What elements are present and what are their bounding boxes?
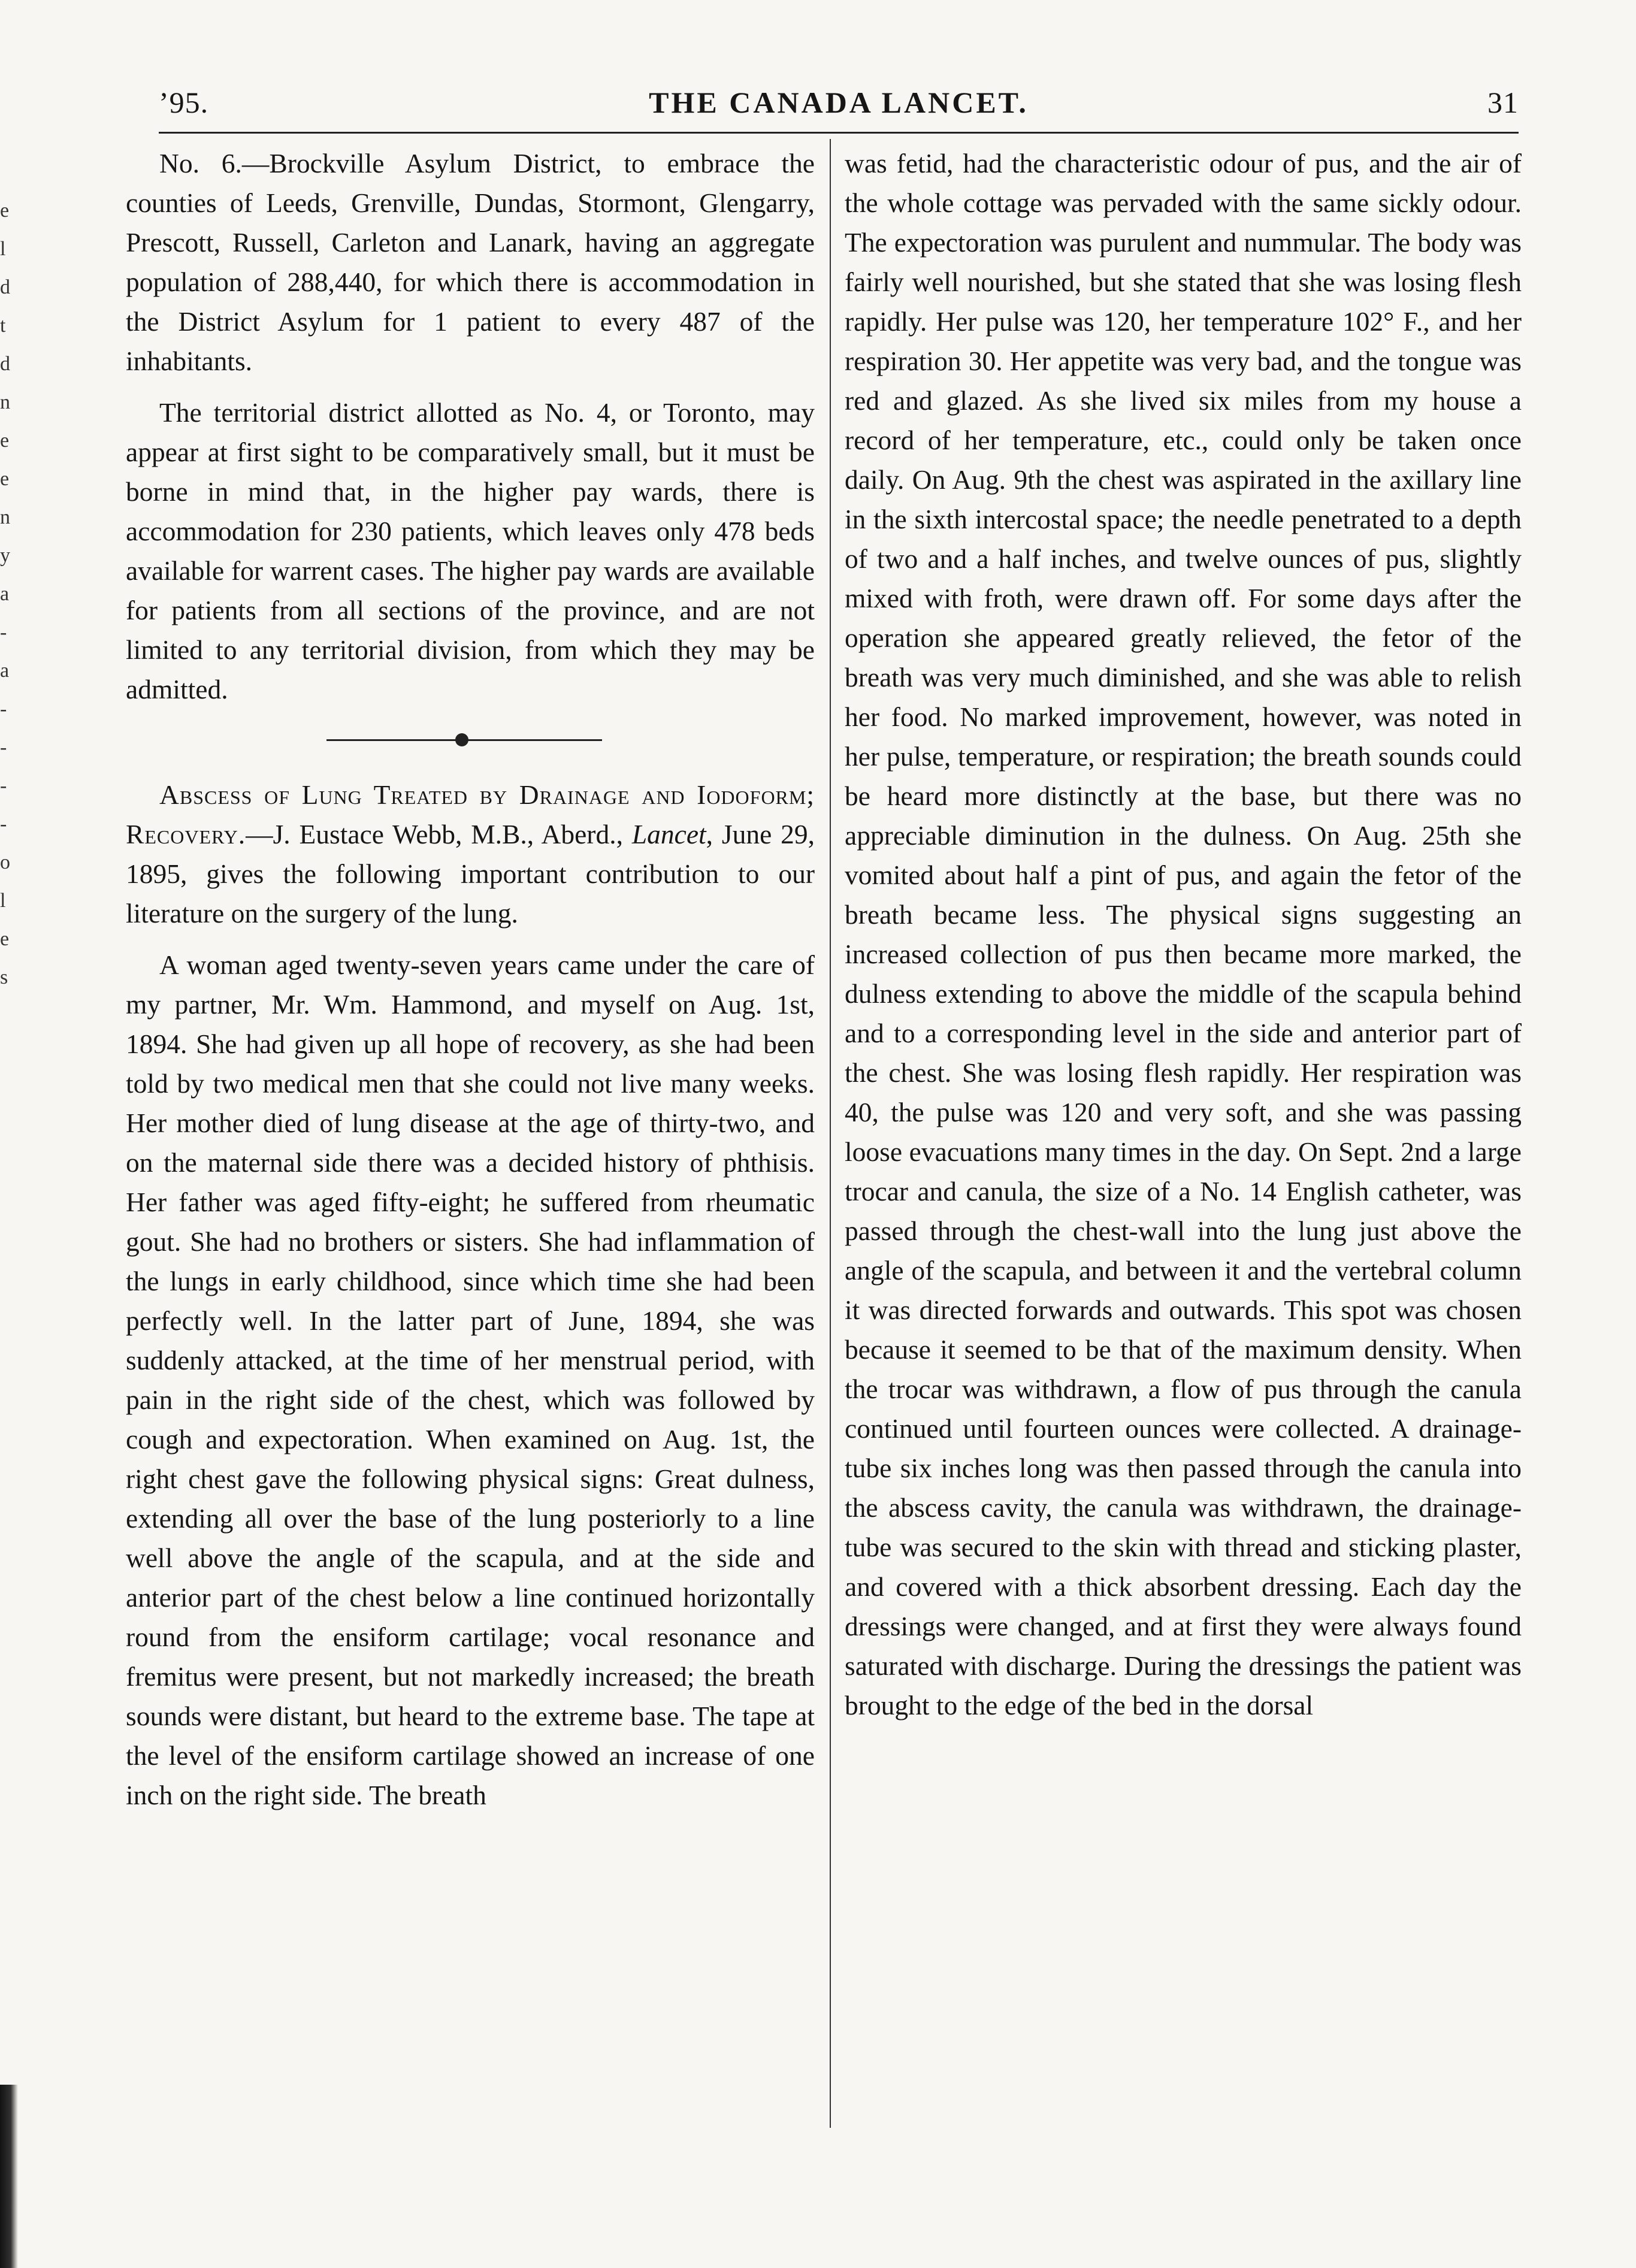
- margin-fragment: -: [0, 736, 7, 758]
- margin-fragment: d: [0, 353, 10, 375]
- running-header: [159, 85, 1519, 127]
- margin-fragment: y: [0, 545, 10, 567]
- margin-fragment: d: [0, 276, 10, 298]
- article-heading: [126, 775, 815, 933]
- left-column: [126, 144, 815, 1815]
- paragraph-case-continued: was fetid, had the characteristic odour of pus, and the air of the whole cottage was pervaded with the same sickly odour. The expectoration was purulent and nummular. The body was fairly well nourished, but she stated that she was losing flesh rapidly. Her pulse was 120, her temperature 102° F., and her respiration 30. Her appetite was very bad, and the tongue was red and glazed. As she lived six miles from my house a record of her temperature, etc., could only be taken once daily. On Aug. 9th the chest was aspirated in the axillary line in the sixth intercostal space; the needle penetrated to a depth of two and a half inches, and twelve ounces of pus, slightly mixed with froth, were drawn off. For some days after the operation she appeared greatly relieved, the fetor of the breath was very much diminished, and she was able to relish her food. No marked improvement, however, was noted in her pulse, temperature, or respiration; the breath sounds could be heard more distinctly at the base, but there was no appreciable diminution in the dulness. On Aug. 25th she vomited about half a pint of pus, and again the fetor of the breath became less. The physical signs suggesting an increased collection of pus then became more marked, the dulness extending to above the middle of the scapula behind and to a corresponding level in the side and anterior part of the chest. She was losing flesh rapidly. Her respiration was 40, the pulse was 120 and very soft, and she was passing loose evacuations many times in the day. On Sept. 2nd a large trocar and canula, the size of a No. 14 English catheter, was passed through the chest-wall into the lung just above the angle of the scapula, and between it and the vertebral column it was directed forwards and outwards. This spot was chosen because it seemed to be that of the maximum density. When the trocar was withdrawn, a flow of pus through the canula continued until fourteen ounces were collected. A drainage-tube six inches long was then passed through the canula into the abscess cavity, the canula was withdrawn, the drainage-tube was secured to the skin with thread and sticking plaster, and covered with a thick absorbent dressing. Each day the dressings were changed, and at first they were always found saturated with discharge. During the dressings the patient was brought to the edge of the bed in the dorsal: [845, 148, 1522, 1720]
- margin-fragment: a: [0, 583, 10, 605]
- column-divider: [830, 139, 831, 2128]
- margin-fragment: n: [0, 506, 10, 528]
- divider-ornament: [455, 733, 468, 746]
- margin-fragment: n: [0, 391, 10, 413]
- left-margin-fragments: [0, 192, 16, 997]
- margin-fragment: e: [0, 468, 10, 490]
- margin-fragment: -: [0, 813, 7, 835]
- margin-fragment: s: [0, 966, 8, 988]
- journal-title: THE CANADA LANCET.: [649, 86, 1029, 119]
- paragraph-case-history: A woman aged twenty-seven years came under the care of my partner, Mr. Wm. Hammond, and myself on Aug. 1st, 1894. She had given up all hope of recovery, as she had been told by two medical men that she could not live many weeks. Her mother died of lung disease at the age of thirty-two, and on the maternal side there was a decided history of phthisis. Her father was aged fifty-eight; he suffered from rheumatic gout. She had no brothers or sisters. She had inflammation of the lungs in early childhood, since which time she had been perfectly well. In the latter part of June, 1894, she was suddenly attacked, at the time of her menstrual period, with pain in the right side of the chest, which was followed by cough and expectoration. When examined on Aug. 1st, the right chest gave the following physical signs: Great dulness, extending all over the base of the lung posteriorly to a line well above the angle of the scapula, and at the side and anterior part of the chest below a line continued horizontally round from the ensiform cartilage; vocal resonance and fremitus were present, but not markedly increased; the breath sounds were distant, but heard to the extreme base. The tape at the level of the ensiform cartilage showed an increase of one inch on the right side. The breath: [126, 949, 815, 1810]
- header-rule: [159, 132, 1519, 134]
- right-column: [845, 144, 1522, 1725]
- page-binding-edge: [0, 2085, 18, 2268]
- margin-fragment: l: [0, 238, 6, 260]
- margin-fragment: a: [0, 660, 10, 682]
- article-byline-journal: Lancet: [631, 819, 706, 849]
- header-year: ’95.: [159, 86, 209, 119]
- paragraph-toronto-district: The territorial district allotted as No. 4, or Toronto, may appear at first sight to be comparatively small, but it must be borne in mind that, in the higher pay wards, there is accommodation for 230 patients, which leaves only 478 beds available for warrent cases. The higher pay wards are available for patients from all sections of the province, and are not limited to any territorial division, from which they may be admitted.: [126, 397, 815, 704]
- section-divider: [126, 709, 815, 775]
- article-byline-pre: —J. Eustace Webb, M.B., Aberd.,: [246, 819, 632, 849]
- article-title: Abscess of Lung Treated by Drainage and Iodoform; Recovery.: [126, 779, 815, 849]
- margin-fragment: e: [0, 430, 10, 452]
- margin-fragment: l: [0, 890, 6, 912]
- page-number: 31: [1487, 86, 1519, 119]
- margin-fragment: e: [0, 928, 10, 950]
- margin-fragment: -: [0, 621, 7, 643]
- margin-fragment: t: [0, 315, 6, 337]
- margin-fragment: -: [0, 775, 7, 797]
- margin-fragment: e: [0, 199, 10, 222]
- article-byline-post: , June 29, 1895, gives the following important contribution to our literature on the surgery of the lung.: [126, 819, 815, 929]
- paragraph-brockville-district: No. 6.—Brockville Asylum District, to embrace the counties of Leeds, Grenville, Dundas, Stormont, Glengarry, Prescott, Russell, Carleton and Lanark, having an aggregate population of 288,440, for which there is accommodation in the District Asylum for 1 patient to every 487 of the inhabitants.: [126, 148, 815, 376]
- margin-fragment: -: [0, 698, 7, 720]
- margin-fragment: o: [0, 851, 10, 873]
